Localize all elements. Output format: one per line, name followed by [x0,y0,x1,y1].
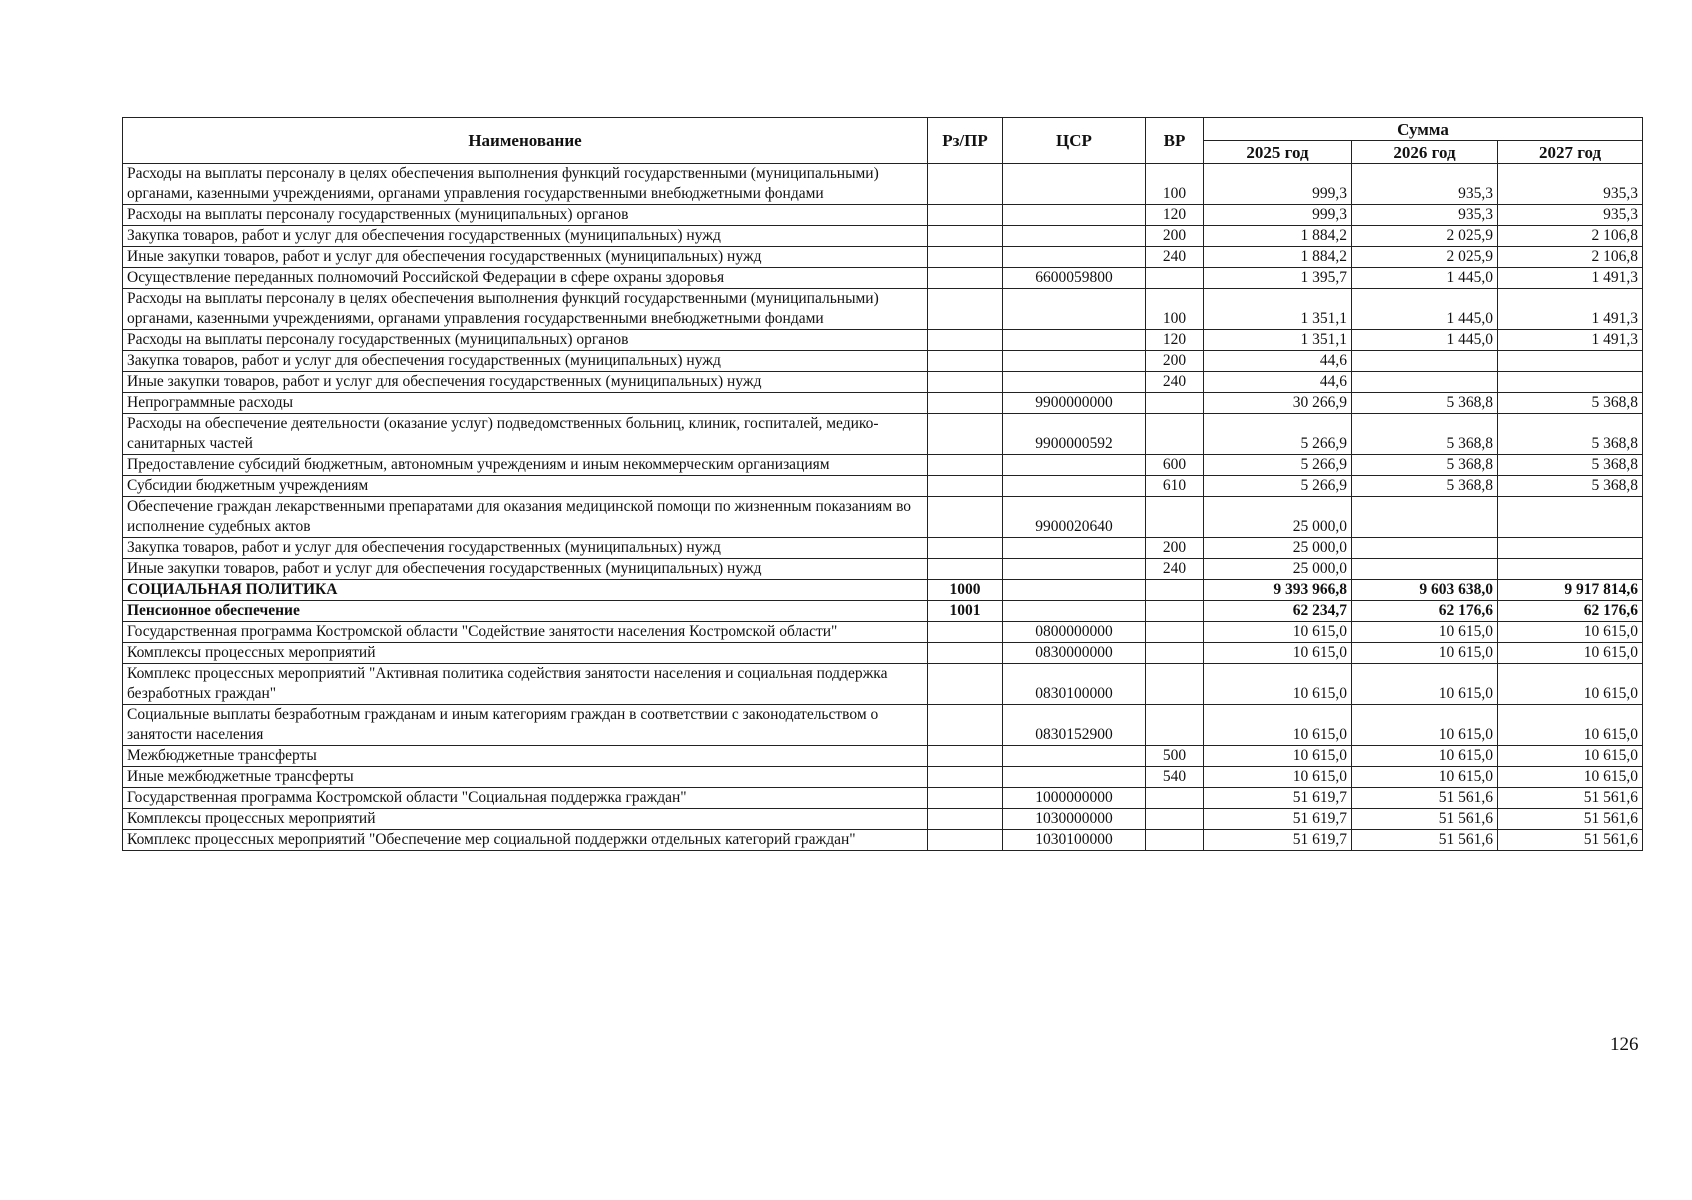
budget-table [122,117,1643,851]
cell-sum-2025: 25 000,0 [1204,497,1352,538]
cell-vr [1146,414,1204,455]
cell-csr [1003,205,1146,226]
cell-sum-2027: 10 615,0 [1498,705,1643,746]
cell-sum-2026: 51 561,6 [1352,809,1498,830]
cell-csr [1003,330,1146,351]
cell-sum-2027: 51 561,6 [1498,788,1643,809]
cell-rzpr [928,788,1003,809]
cell-sum-2025: 10 615,0 [1204,664,1352,705]
table-row [123,351,1643,372]
table-row [123,809,1643,830]
cell-sum-2025: 5 266,9 [1204,414,1352,455]
cell-sum-2027: 1 491,3 [1498,268,1643,289]
header-name: Наименование [123,118,928,164]
cell-sum-2027: 1 491,3 [1498,330,1643,351]
cell-rzpr [928,809,1003,830]
cell-sum-2027: 5 368,8 [1498,414,1643,455]
cell-csr [1003,746,1146,767]
cell-name: Закупка товаров, работ и услуг для обеспечения государственных (муниципальных) нужд [123,538,928,559]
table-row [123,330,1643,351]
cell-sum-2027: 5 368,8 [1498,476,1643,497]
cell-vr [1146,601,1204,622]
cell-sum-2025: 1 884,2 [1204,226,1352,247]
table-row [123,788,1643,809]
cell-sum-2026: 10 615,0 [1352,622,1498,643]
cell-sum-2026 [1352,497,1498,538]
cell-vr [1146,393,1204,414]
cell-csr [1003,476,1146,497]
table-row [123,205,1643,226]
cell-sum-2026: 10 615,0 [1352,767,1498,788]
cell-sum-2026: 10 615,0 [1352,746,1498,767]
cell-sum-2026: 51 561,6 [1352,788,1498,809]
cell-vr: 200 [1146,538,1204,559]
cell-name: Государственная программа Костромской области "Социальная поддержка граждан" [123,788,928,809]
cell-sum-2027: 9 917 814,6 [1498,580,1643,601]
cell-sum-2026: 5 368,8 [1352,476,1498,497]
cell-csr: 1000000000 [1003,788,1146,809]
cell-csr [1003,601,1146,622]
cell-rzpr [928,643,1003,664]
cell-vr: 100 [1146,164,1204,205]
table-row [123,289,1643,330]
cell-sum-2025: 999,3 [1204,164,1352,205]
table-row [123,643,1643,664]
cell-rzpr [928,330,1003,351]
cell-csr: 0830152900 [1003,705,1146,746]
cell-sum-2027 [1498,559,1643,580]
cell-csr [1003,226,1146,247]
cell-sum-2027: 51 561,6 [1498,809,1643,830]
cell-vr [1146,809,1204,830]
cell-vr: 120 [1146,330,1204,351]
cell-sum-2025: 51 619,7 [1204,830,1352,851]
cell-rzpr: 1000 [928,580,1003,601]
cell-rzpr [928,767,1003,788]
cell-vr [1146,705,1204,746]
cell-sum-2026: 935,3 [1352,164,1498,205]
cell-sum-2026 [1352,372,1498,393]
header-2026: 2026 год [1352,141,1498,164]
cell-sum-2025: 10 615,0 [1204,705,1352,746]
table-row [123,580,1643,601]
cell-vr: 100 [1146,289,1204,330]
cell-csr [1003,247,1146,268]
cell-csr [1003,559,1146,580]
cell-name: Комплексы процессных мероприятий [123,809,928,830]
cell-sum-2027: 10 615,0 [1498,767,1643,788]
cell-name: Расходы на выплаты персоналу в целях обеспечения выполнения функций государственными (муниципальными) органами, казенными учреждениями, органами управления государственными внебюджетными фондами [123,289,928,330]
cell-csr [1003,767,1146,788]
cell-vr [1146,830,1204,851]
cell-name: Комплекс процессных мероприятий "Активная политика содействия занятости населения и социальная поддержка безработных граждан" [123,664,928,705]
table-row [123,538,1643,559]
cell-vr [1146,643,1204,664]
cell-sum-2027 [1498,372,1643,393]
cell-csr: 6600059800 [1003,268,1146,289]
cell-sum-2026 [1352,559,1498,580]
cell-rzpr [928,351,1003,372]
cell-name: Межбюджетные трансферты [123,746,928,767]
cell-vr: 600 [1146,455,1204,476]
cell-sum-2026 [1352,538,1498,559]
cell-sum-2025: 1 351,1 [1204,330,1352,351]
cell-sum-2026: 62 176,6 [1352,601,1498,622]
header-rzpr: Рз/ПР [928,118,1003,164]
cell-csr: 1030000000 [1003,809,1146,830]
cell-sum-2025: 1 395,7 [1204,268,1352,289]
cell-sum-2026 [1352,351,1498,372]
cell-sum-2027 [1498,538,1643,559]
cell-vr [1146,268,1204,289]
table-row [123,247,1643,268]
table-row [123,705,1643,746]
cell-vr: 240 [1146,372,1204,393]
cell-name: Социальные выплаты безработным гражданам и иным категориям граждан в соответствии с законодательством о занятости населения [123,705,928,746]
cell-sum-2025: 51 619,7 [1204,788,1352,809]
cell-vr [1146,788,1204,809]
cell-rzpr [928,476,1003,497]
cell-sum-2025: 10 615,0 [1204,767,1352,788]
cell-name: Государственная программа Костромской области "Содействие занятости населения Костромской области" [123,622,928,643]
cell-vr: 200 [1146,351,1204,372]
cell-sum-2026: 1 445,0 [1352,289,1498,330]
cell-rzpr [928,497,1003,538]
cell-vr: 240 [1146,559,1204,580]
page-number: 126 [1610,1034,1639,1055]
cell-csr [1003,455,1146,476]
cell-vr: 610 [1146,476,1204,497]
cell-rzpr [928,830,1003,851]
cell-sum-2027 [1498,497,1643,538]
cell-rzpr [928,226,1003,247]
cell-sum-2027: 10 615,0 [1498,622,1643,643]
table-row [123,414,1643,455]
cell-csr [1003,164,1146,205]
table-row [123,559,1643,580]
header-2025: 2025 год [1204,141,1352,164]
cell-csr: 0800000000 [1003,622,1146,643]
table-row [123,601,1643,622]
cell-name: Пенсионное обеспечение [123,601,928,622]
cell-sum-2026: 51 561,6 [1352,830,1498,851]
cell-sum-2026: 5 368,8 [1352,393,1498,414]
cell-rzpr [928,393,1003,414]
cell-sum-2025: 9 393 966,8 [1204,580,1352,601]
cell-rzpr [928,746,1003,767]
cell-sum-2025: 5 266,9 [1204,455,1352,476]
cell-sum-2025: 62 234,7 [1204,601,1352,622]
cell-sum-2027: 10 615,0 [1498,643,1643,664]
cell-name: Комплекс процессных мероприятий "Обеспечение мер социальной поддержки отдельных категорий граждан" [123,830,928,851]
cell-name: Субсидии бюджетным учреждениям [123,476,928,497]
cell-rzpr [928,622,1003,643]
cell-vr: 540 [1146,767,1204,788]
cell-csr: 0830000000 [1003,643,1146,664]
header-2027: 2027 год [1498,141,1643,164]
cell-sum-2026: 10 615,0 [1352,643,1498,664]
table-row [123,372,1643,393]
cell-rzpr [928,414,1003,455]
cell-sum-2027: 935,3 [1498,164,1643,205]
cell-sum-2026: 5 368,8 [1352,414,1498,455]
cell-sum-2025: 25 000,0 [1204,538,1352,559]
table-row [123,476,1643,497]
cell-sum-2027 [1498,351,1643,372]
cell-csr: 9900020640 [1003,497,1146,538]
cell-sum-2027: 5 368,8 [1498,393,1643,414]
cell-vr: 240 [1146,247,1204,268]
cell-sum-2027: 5 368,8 [1498,455,1643,476]
cell-name: Иные закупки товаров, работ и услуг для обеспечения государственных (муниципальных) нужд [123,372,928,393]
cell-csr [1003,289,1146,330]
cell-sum-2026: 1 445,0 [1352,330,1498,351]
cell-vr [1146,622,1204,643]
cell-rzpr [928,289,1003,330]
cell-rzpr [928,455,1003,476]
cell-rzpr [928,705,1003,746]
cell-csr: 9900000000 [1003,393,1146,414]
table-row [123,393,1643,414]
table-row [123,164,1643,205]
cell-name: Расходы на обеспечение деятельности (оказание услуг) подведомственных больниц, клиник, госпиталей, медико-санитарных частей [123,414,928,455]
header-vr: ВР [1146,118,1204,164]
cell-csr [1003,580,1146,601]
cell-name: Осуществление переданных полномочий Российской Федерации в сфере охраны здоровья [123,268,928,289]
cell-rzpr [928,559,1003,580]
cell-csr [1003,372,1146,393]
cell-rzpr [928,268,1003,289]
cell-sum-2027: 51 561,6 [1498,830,1643,851]
header-sum: Сумма [1204,118,1643,141]
cell-sum-2027: 1 491,3 [1498,289,1643,330]
table-row [123,830,1643,851]
cell-name: Непрограммные расходы [123,393,928,414]
cell-csr: 1030100000 [1003,830,1146,851]
cell-csr: 0830100000 [1003,664,1146,705]
cell-sum-2025: 10 615,0 [1204,643,1352,664]
table-row [123,746,1643,767]
cell-sum-2026: 5 368,8 [1352,455,1498,476]
table-row [123,268,1643,289]
cell-sum-2026: 10 615,0 [1352,705,1498,746]
table-row [123,226,1643,247]
cell-name: Комплексы процессных мероприятий [123,643,928,664]
cell-sum-2026: 1 445,0 [1352,268,1498,289]
cell-name: Закупка товаров, работ и услуг для обеспечения государственных (муниципальных) нужд [123,351,928,372]
cell-vr: 120 [1146,205,1204,226]
cell-sum-2025: 5 266,9 [1204,476,1352,497]
cell-name: Иные закупки товаров, работ и услуг для обеспечения государственных (муниципальных) нужд [123,559,928,580]
cell-csr [1003,351,1146,372]
cell-sum-2026: 935,3 [1352,205,1498,226]
cell-rzpr [928,205,1003,226]
cell-csr: 9900000592 [1003,414,1146,455]
cell-name: Расходы на выплаты персоналу в целях обеспечения выполнения функций государственными (муниципальными) органами, казенными учреждениями, органами управления государственными внебюджетными фондами [123,164,928,205]
cell-csr [1003,538,1146,559]
cell-sum-2025: 1 884,2 [1204,247,1352,268]
cell-sum-2026: 9 603 638,0 [1352,580,1498,601]
cell-name: Обеспечение граждан лекарственными препаратами для оказания медицинской помощи по жизненным показаниям во исполнение судебных актов [123,497,928,538]
table-row [123,622,1643,643]
cell-sum-2025: 999,3 [1204,205,1352,226]
cell-sum-2026: 2 025,9 [1352,247,1498,268]
cell-name: Расходы на выплаты персоналу государственных (муниципальных) органов [123,205,928,226]
cell-rzpr [928,538,1003,559]
cell-sum-2025: 44,6 [1204,351,1352,372]
cell-vr [1146,664,1204,705]
cell-vr [1146,580,1204,601]
table-row [123,664,1643,705]
cell-rzpr [928,372,1003,393]
cell-rzpr [928,247,1003,268]
cell-sum-2026: 10 615,0 [1352,664,1498,705]
header-csr: ЦСР [1003,118,1146,164]
cell-sum-2025: 25 000,0 [1204,559,1352,580]
cell-name: Иные межбюджетные трансферты [123,767,928,788]
cell-vr [1146,497,1204,538]
cell-name: Предоставление субсидий бюджетным, автономным учреждениям и иным некоммерческим организациям [123,455,928,476]
table-row [123,497,1643,538]
cell-sum-2027: 935,3 [1498,205,1643,226]
table-row [123,455,1643,476]
cell-name: Закупка товаров, работ и услуг для обеспечения государственных (муниципальных) нужд [123,226,928,247]
cell-vr: 500 [1146,746,1204,767]
cell-sum-2025: 30 266,9 [1204,393,1352,414]
cell-sum-2025: 10 615,0 [1204,622,1352,643]
cell-sum-2027: 2 106,8 [1498,247,1643,268]
cell-sum-2027: 10 615,0 [1498,664,1643,705]
cell-rzpr: 1001 [928,601,1003,622]
cell-rzpr [928,164,1003,205]
cell-name: Иные закупки товаров, работ и услуг для обеспечения государственных (муниципальных) нужд [123,247,928,268]
cell-sum-2025: 51 619,7 [1204,809,1352,830]
cell-name: Расходы на выплаты персоналу государственных (муниципальных) органов [123,330,928,351]
table-row [123,767,1643,788]
cell-rzpr [928,664,1003,705]
cell-sum-2026: 2 025,9 [1352,226,1498,247]
cell-vr: 200 [1146,226,1204,247]
cell-sum-2027: 62 176,6 [1498,601,1643,622]
cell-sum-2025: 1 351,1 [1204,289,1352,330]
cell-sum-2025: 10 615,0 [1204,746,1352,767]
cell-sum-2027: 10 615,0 [1498,746,1643,767]
table-body [123,164,1643,851]
cell-sum-2025: 44,6 [1204,372,1352,393]
cell-name: СОЦИАЛЬНАЯ ПОЛИТИКА [123,580,928,601]
cell-sum-2027: 2 106,8 [1498,226,1643,247]
